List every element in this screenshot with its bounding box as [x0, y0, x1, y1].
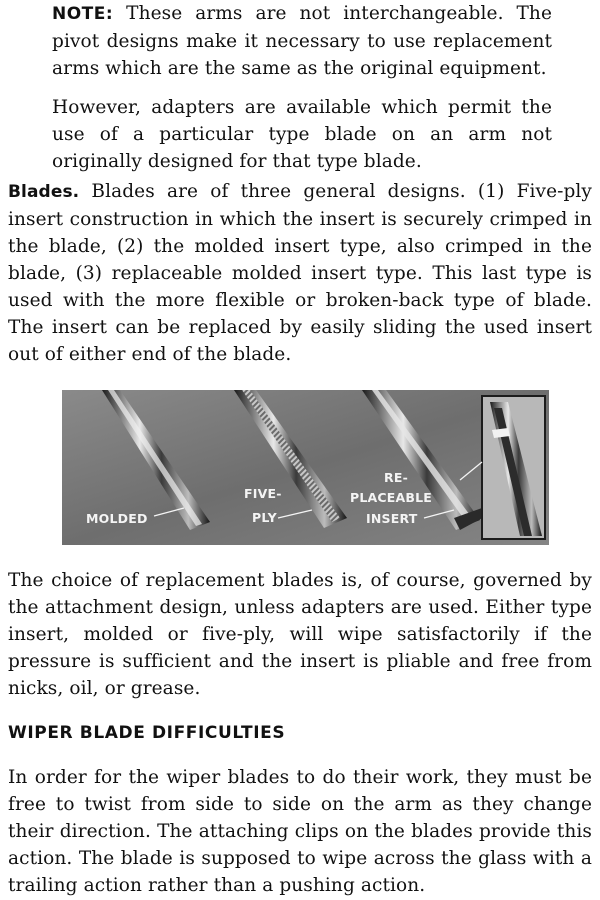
note-block — [52, 0, 552, 175]
note-text: These arms are not interchangeable. The pivot designs make it necessary to use replacement arms which are the same as the original equipment. — [52, 3, 552, 79]
blade-photo-illustration — [62, 390, 549, 545]
label-five-ply-line1: FIVE- — [244, 486, 282, 501]
blades-paragraph — [8, 178, 592, 368]
blades-run-in-heading: Blades. — [8, 182, 80, 202]
blade-types-photo — [62, 390, 549, 545]
label-five-ply-line2: PLY — [252, 510, 277, 525]
adapter-paragraph: However, adapters are available which permit the use of a particular type blade on an arm not originally designed for that type blade. — [52, 97, 552, 172]
difficulties-section — [8, 764, 592, 899]
label-replaceable-line3: INSERT — [366, 511, 418, 526]
blades-text: Blades are of three general designs. (1) Five-ply insert construction in which the insert is securely crimped in the blade, (2) the molded insert type, also crimped in the blade, (3) replaceable molded insert type. This last type is used with the more flexible or broken-back type of blade. The insert can be replaced by easily sliding the used insert out of either end of the blade. — [8, 181, 592, 365]
blades-section — [8, 178, 592, 368]
insert-closeup-inset — [482, 396, 545, 539]
note-label: NOTE: — [52, 4, 114, 24]
label-molded: MOLDED — [86, 511, 148, 526]
note-paragraph — [52, 0, 552, 82]
wiper-blade-difficulties-heading: WIPER BLADE DIFFICULTIES — [8, 723, 286, 743]
choice-paragraph: The choice of replacement blades is, of course, governed by the attachment design, unless adapters are used. Either type insert, molded or five-ply, will wipe satisfactorily if the pressure is sufficient and the insert is pliable and free from nicks, oil, or grease. — [8, 570, 592, 699]
difficulties-paragraph: In order for the wiper blades to do their work, they must be free to twist from side to side on the arm as they change their direction. The attaching clips on the blades provide this action. The blade is supposed to wipe across the glass with a trailing action rather than a pushing action. — [8, 767, 592, 896]
label-replaceable-line2: PLACEABLE — [350, 490, 433, 505]
label-replaceable-line1: RE- — [384, 470, 408, 485]
choice-section — [8, 567, 592, 702]
